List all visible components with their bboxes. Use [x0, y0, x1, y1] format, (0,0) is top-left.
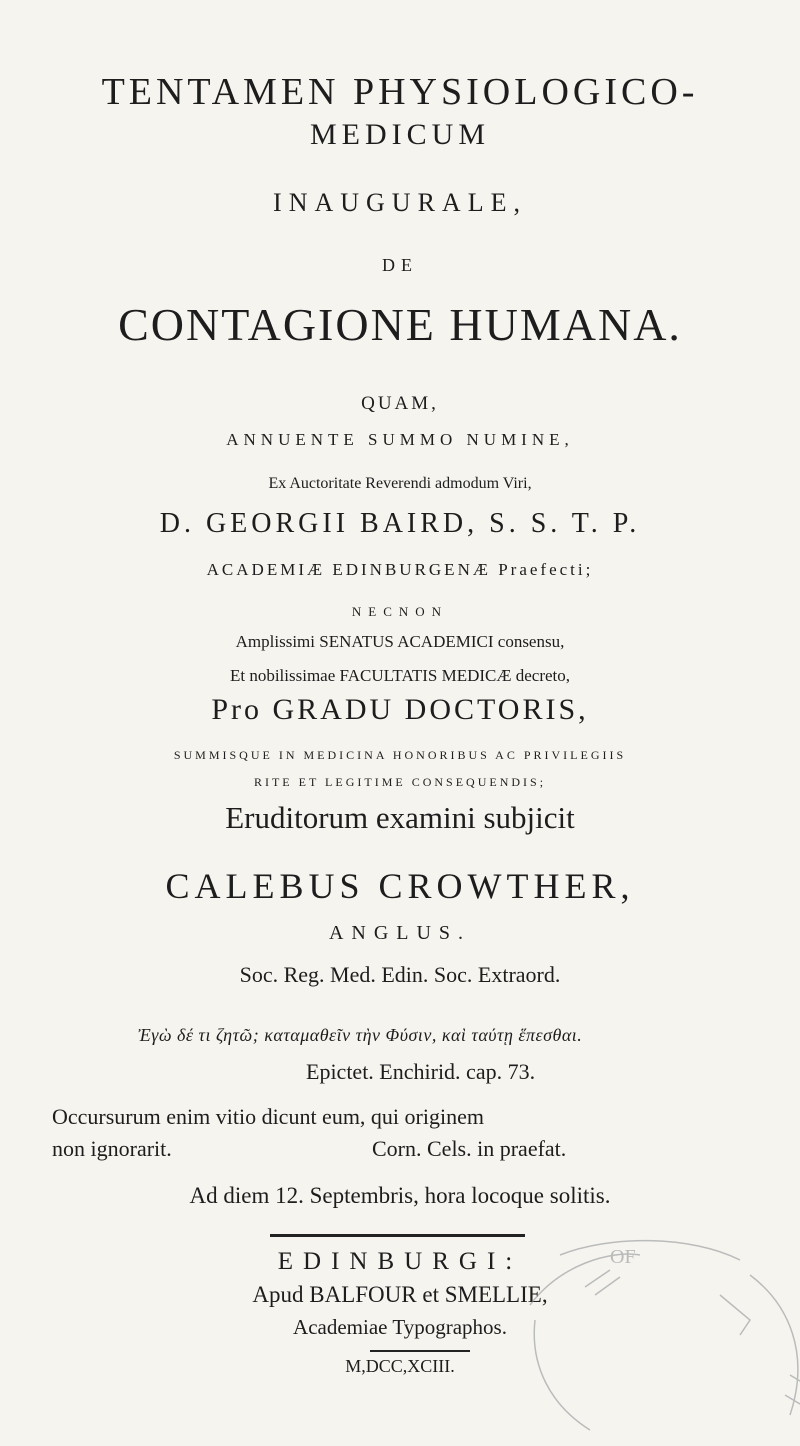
annuente-line: ANNUENTE SUMMO NUMINE, — [226, 430, 574, 449]
eruditorum-line: Eruditorum examini subjicit — [225, 800, 575, 835]
thesis-subject: CONTAGIONE HUMANA. — [118, 299, 682, 350]
epigraph-greek: Ἐγὼ δέ τι ζητῶ; καταμαθεῖν τὴν Φύσιν, καὶ ταύτῃ ἕπεσθαι. — [138, 1025, 583, 1045]
degree-line: Pro GRADU DOCTORIS, — [211, 693, 589, 726]
author-societies: Soc. Reg. Med. Edin. Soc. Extraord. — [239, 962, 561, 987]
epigraph-latin-line-2: non ignorarit. — [52, 1136, 172, 1161]
rite-line: RITE ET LEGITIME CONSEQUENDIS; — [253, 775, 547, 789]
senatus-line: Amplissimi SENATUS ACADEMICI consensu, — [235, 632, 565, 651]
quam-line: QUAM, — [361, 393, 439, 414]
epigraph-latin-line-1: Occursurum enim vitio dicunt eum, qui originem — [52, 1104, 484, 1129]
facultas-line: Et nobilissimae FACULTATIS MEDICÆ decreto, — [229, 666, 571, 685]
academiae-line: ACADEMIÆ EDINBURGENÆ Praefecti; — [206, 560, 594, 579]
date-line: Ad diem 12. Septembris, hora locoque solitis. — [189, 1183, 611, 1208]
author-nation: ANGLUS. — [328, 922, 472, 944]
title-line-2: MEDICUM — [309, 118, 490, 151]
necnon-line: NECNON — [351, 604, 449, 619]
epigraph-latin-source: Corn. Cels. in praefat. — [372, 1136, 567, 1161]
principal-name: D. GEORGII BAIRD, S. S. T. P. — [159, 508, 641, 539]
imprint-year: M,DCC,XCIII. — [345, 1356, 455, 1376]
imprint-rule-bottom — [370, 1350, 470, 1352]
imprint-city: EDINBURGI: — [277, 1248, 523, 1275]
imprint-printers: Apud BALFOUR et SMELLIE, — [252, 1282, 548, 1307]
title-de: DE — [382, 255, 418, 275]
stamp-text: OF — [610, 1246, 636, 1268]
auctoritate-line: Ex Auctoritate Reverendi admodum Viri, — [268, 475, 532, 492]
title-line-1: TENTAMEN PHYSIOLOGICO- — [101, 71, 699, 113]
imprint-typographos: Academiae Typographos. — [293, 1315, 507, 1339]
epigraph-greek-source: Epictet. Enchirid. cap. 73. — [306, 1059, 536, 1084]
library-stamp-icon — [490, 1225, 800, 1435]
author-name: CALEBUS CROWTHER, — [165, 866, 635, 906]
imprint-rule-top — [270, 1234, 525, 1237]
honoribus-line: SUMMISQUE IN MEDICINA HONORIBUS AC PRIVILEGIIS — [173, 748, 627, 762]
title-line-3: INAUGURALE, — [273, 188, 527, 217]
